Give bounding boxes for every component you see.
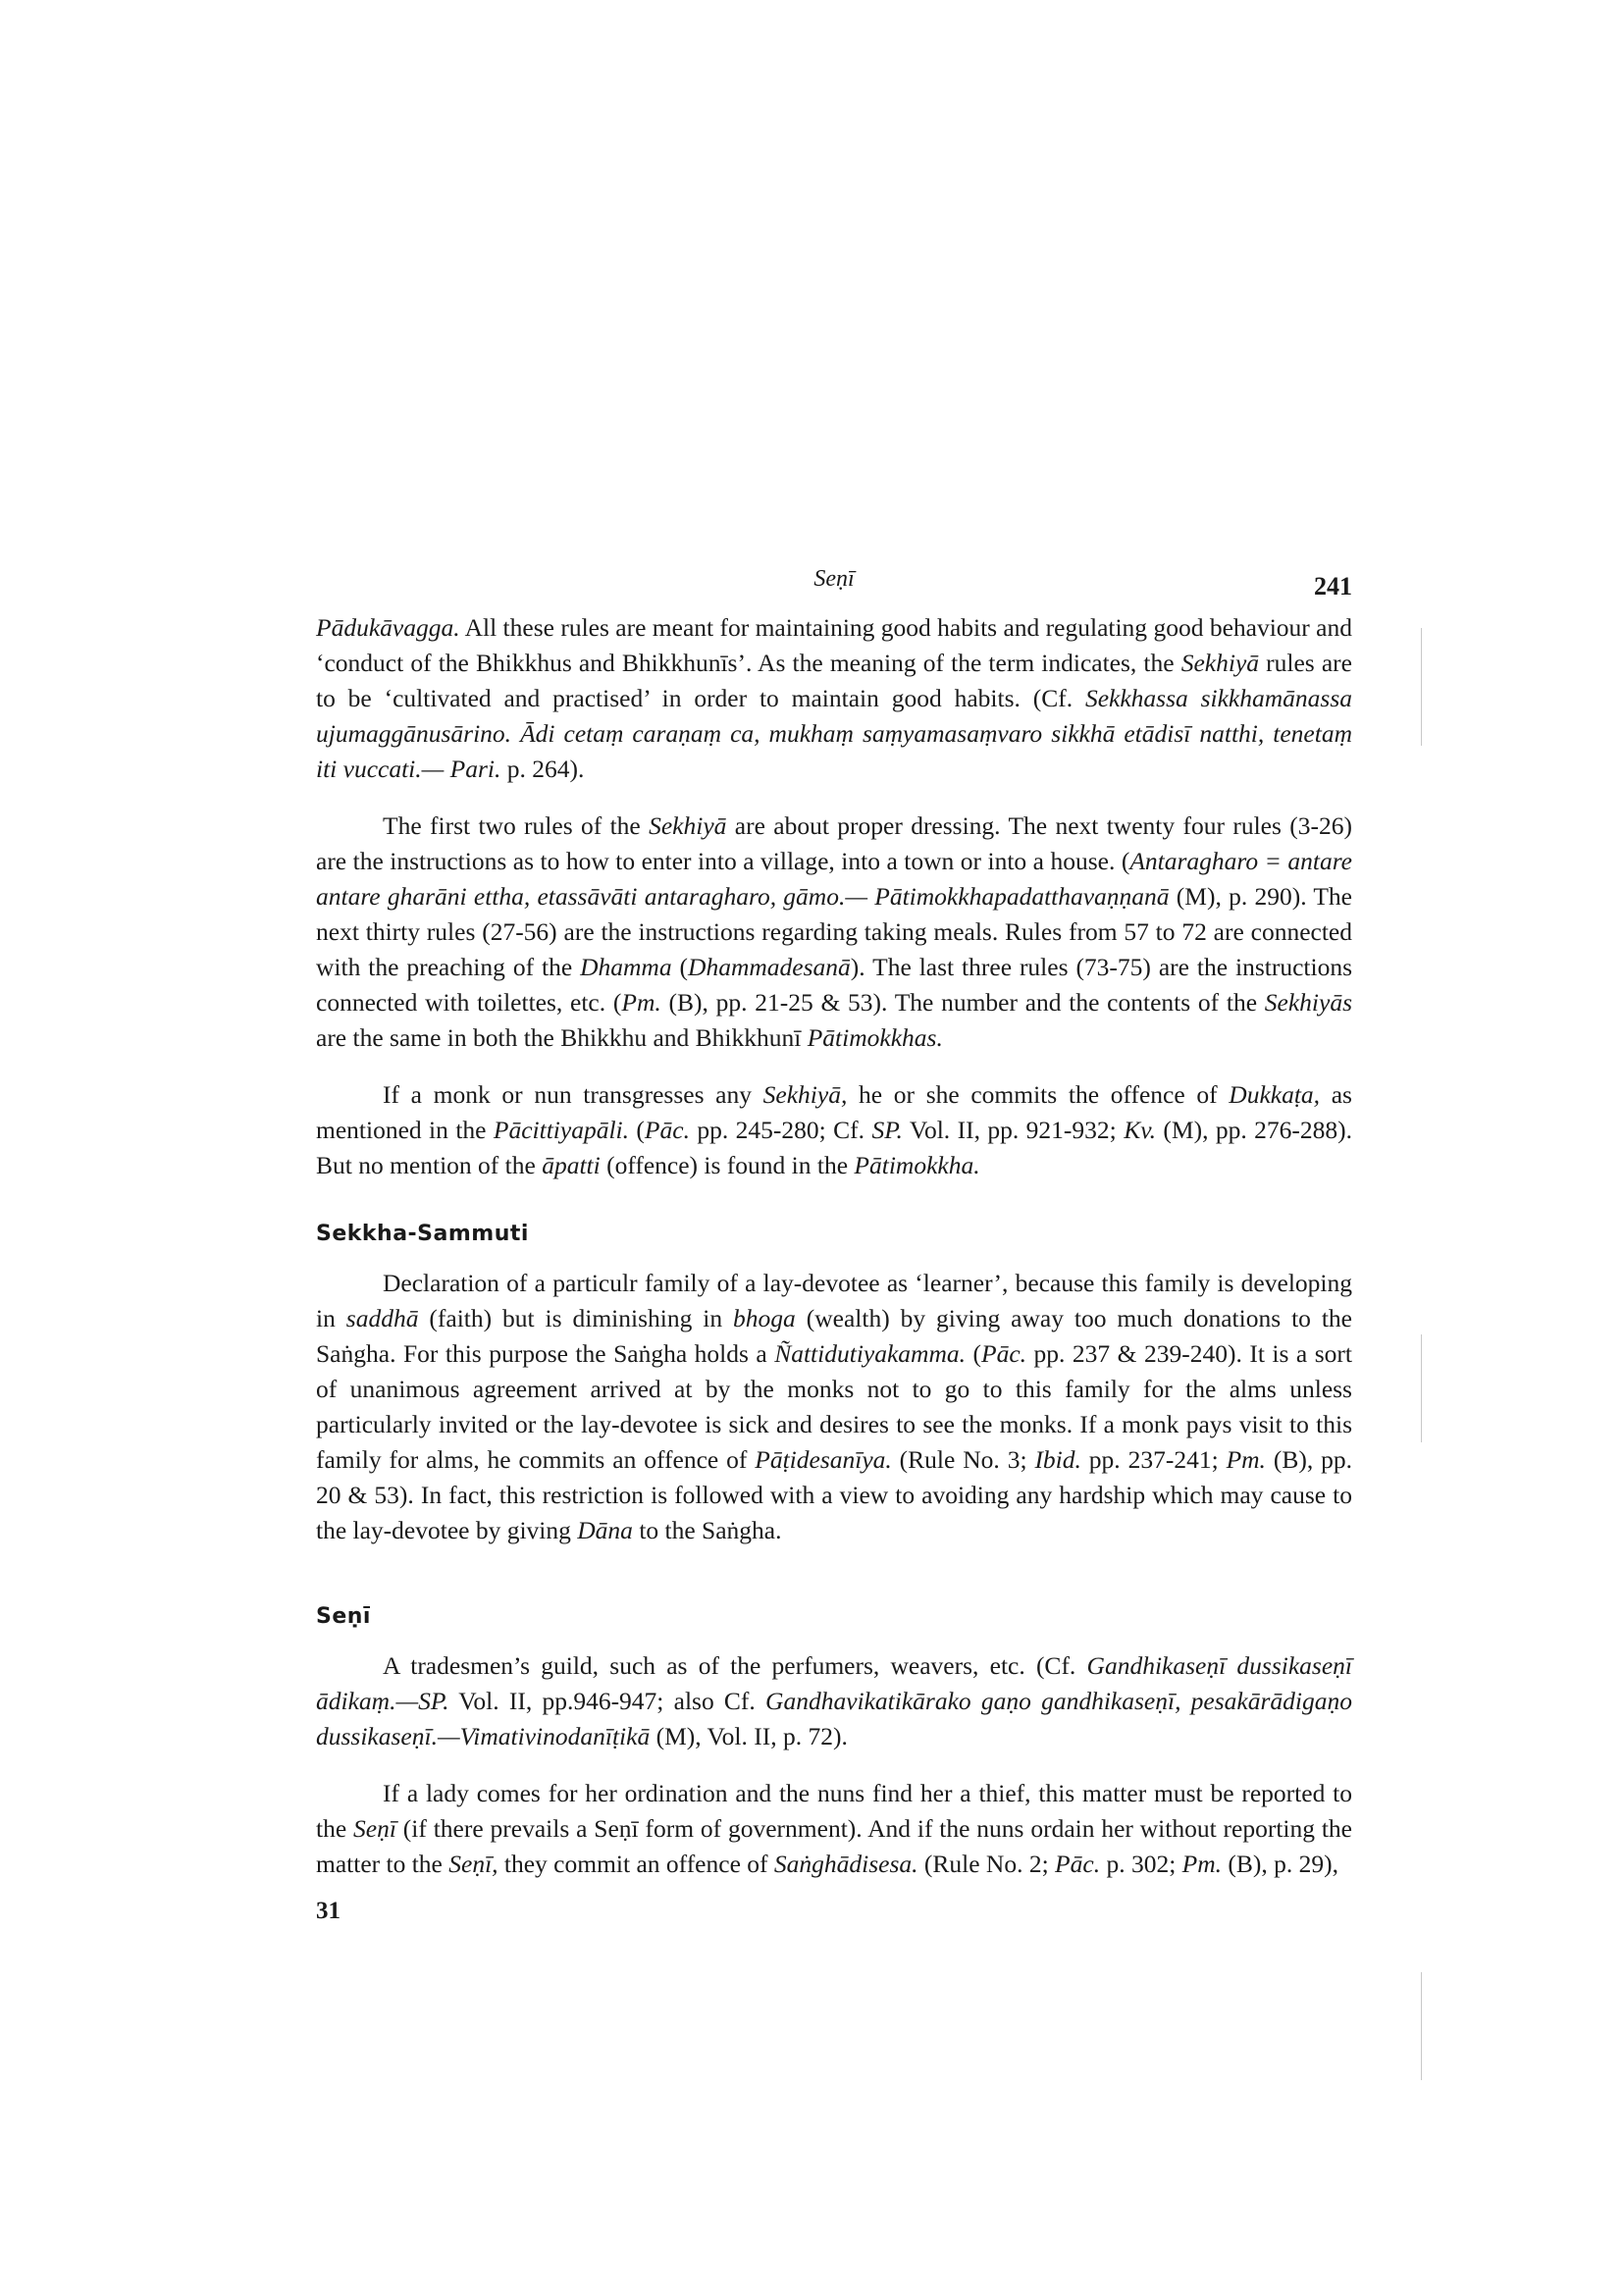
section-heading-seni: Seṇī: [316, 1604, 371, 1629]
running-head: Seṇī: [813, 566, 855, 592]
page-number: 241: [1314, 572, 1352, 600]
paragraph-seni-definition: A tradesmen’s guild, such as of the perfumers, weavers, etc. (Cf. Gandhikaseṇī dussikaseṇī ādikaṃ.—SP. Vol. II, pp.946-947; also Cf. Gandhavikatikārako gaṇo gandhikaseṇī, pesakārādigaṇo dussikaseṇī.—Vimativinodanīṭikā (M), Vol. II, p. 72).: [316, 1651, 1352, 1750]
page-header: [316, 561, 1352, 606]
paragraph-sekhiya-rules: The first two rules of the Sekhiyā are about proper dressing. The next twenty four rules (3-26) are the instructions as to how to enter into a village, into a town or into a house. (Antaragharo = antare antare gharāni ettha, etassāvāti antaragharo, gāmo.— Pātimokkhapadatthavaṇṇanā (M), p. 290). The next thirty rules (27-56) are the instructions regarding taking meals. Rules from 57 to 72 are connected with the preaching of the Dhamma (Dhammadesanā). The last three rules (73-75) are the instructions connected with toilettes, etc. (Pm. (B), pp. 21-25 & 53). The number and the contents of the Sekhiyās are the same in both the Bhikkhu and Bhikkhunī Pātimokkhas.: [316, 811, 1353, 1052]
paragraph-sekkha-sammuti: Declaration of a particulr family of a lay-devotee as ‘learner’, because this family is developing in saddhā (faith) but is diminishing in bhoga (wealth) by giving away too much donations to the Saṅgha. For this purpose the Saṅgha holds a Ñattidutiyakamma. (Pāc. pp. 237 & 239-240). It is a sort of unanimous agreement arrived at by the monks not to go to this family for the alms unless particularly invited or the lay-devotee is sick and desires to see the monks. If a monk pays visit to this family for alms, he commits an offence of Pāṭidesanīya. (Rule No. 3; Ibid. pp. 237-241; Pm. (B), pp. 20 & 53). In fact, this restriction is followed with a view to avoiding any hardship which may cause to the lay-devotee by giving Dāna to the Saṅgha.: [316, 1269, 1352, 1544]
paragraph-seni-ordination: If a lady comes for her ordination and the nuns find her a thief, this matter must be reported to the Seṇī (if there prevails a Seṇī form of government). And if the nuns ordain her without reporting the matter to the Seṇī, they commit an offence of Saṅghādisesa. (Rule No. 2; Pāc. p. 302; Pm. (B), p. 29),: [316, 1779, 1352, 1878]
paragraph-sekhiya-intro: Pādukāvagga. All these rules are meant for maintaining good habits and regulating good behaviour and ‘conduct of the Bhikkhus and Bhikkhunīs’. As the meaning of the term indicates, the Sekhiyā rules are to be ‘cultivated and practised’ in order to maintain good habits. (Cf. Sekkhassa sikkhamānassa ujumaggānusārino. Ādi cetaṃ caraṇaṃ ca, mukhaṃ saṃyamasaṃvaro sikkhā etādisī natthi, tenetaṃ iti vuccati.— Pari. p. 264).: [316, 613, 1352, 783]
folio-signature: 31: [316, 1898, 341, 1924]
section-heading-sekkha-sammuti: Sekkha-Sammuti: [316, 1222, 529, 1246]
book-page: [316, 561, 1352, 1929]
scan-edge-line: [1421, 628, 1422, 746]
paragraph-sekhiya-offence: If a monk or nun transgresses any Sekhiyā, he or she commits the offence of Dukkaṭa, as mentioned in the Pācittiyapāli. (Pāc. pp. 245-280; Cf. SP. Vol. II, pp. 921-932; Kv. (M), pp. 276-288). But no mention of the āpatti (offence) is found in the Pātimokkha.: [316, 1080, 1353, 1179]
scan-edge-line: [1421, 1334, 1422, 1442]
scan-edge-line: [1421, 1972, 1422, 2080]
